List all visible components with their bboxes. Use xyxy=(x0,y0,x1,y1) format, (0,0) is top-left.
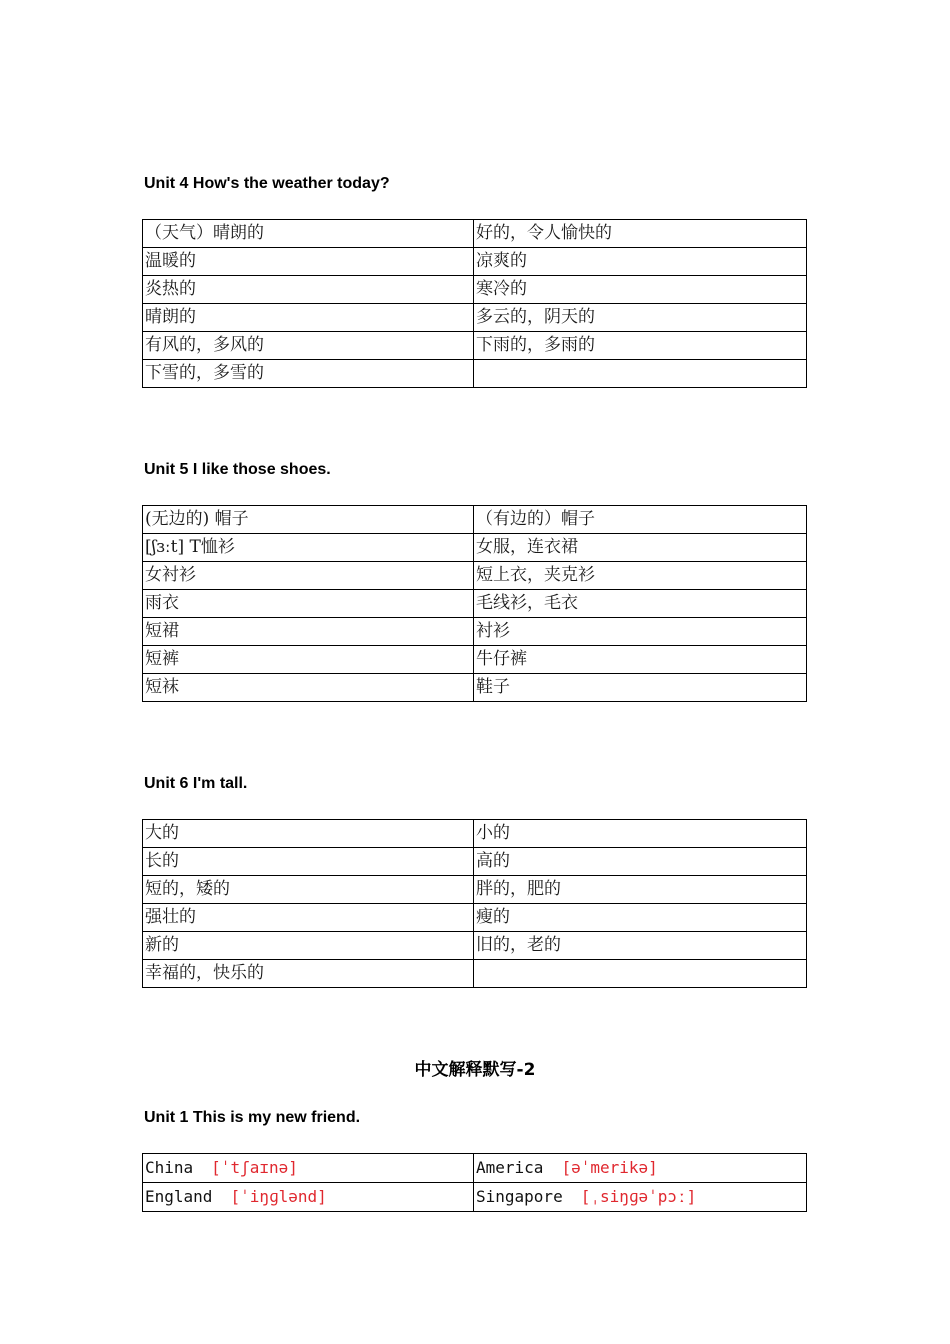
table-cell: 短裙 xyxy=(143,618,474,646)
english-word: China xyxy=(145,1158,194,1177)
table-row xyxy=(143,960,807,988)
table-cell: 下雪的，多雪的 xyxy=(143,360,474,388)
section-title: 中文解释默写-2 xyxy=(414,1060,536,1080)
table-cell xyxy=(474,960,807,988)
table-cell: 幸福的，快乐的 xyxy=(143,960,474,988)
table-cell: 寒冷的 xyxy=(474,276,807,304)
table-cell: 衬衫 xyxy=(474,618,807,646)
table-cell: 女服，连衣裙 xyxy=(474,534,807,562)
table-row xyxy=(143,332,807,360)
table-row xyxy=(143,562,807,590)
table-row xyxy=(143,590,807,618)
table-row xyxy=(143,220,807,248)
table-cell: (无边的) 帽子 xyxy=(143,506,474,534)
table-cell: 瘦的 xyxy=(474,904,807,932)
table-cell: 强壮的 xyxy=(143,904,474,932)
table-cell: 女衬衫 xyxy=(143,562,474,590)
table-row xyxy=(143,618,807,646)
table-cell: 温暖的 xyxy=(143,248,474,276)
phonetic-transcription: [ˈiŋɡlənd] xyxy=(230,1187,327,1206)
phonetic-transcription: [əˈmerikə] xyxy=(561,1158,658,1177)
table-cell: （有边的）帽子 xyxy=(474,506,807,534)
unit1-vocab-table xyxy=(142,1153,807,1212)
english-word: Singapore xyxy=(476,1187,563,1206)
table-cell: 旧的，老的 xyxy=(474,932,807,960)
table-row xyxy=(143,646,807,674)
table-cell: （天气）晴朗的 xyxy=(143,220,474,248)
table-cell: 长的 xyxy=(143,848,474,876)
table-cell: 短的，矮的 xyxy=(143,876,474,904)
table-row xyxy=(143,904,807,932)
table-cell: 短袜 xyxy=(143,674,474,702)
table-cell: 下雨的，多雨的 xyxy=(474,332,807,360)
unit4-vocab-table xyxy=(142,219,807,388)
unit6-vocab-table xyxy=(142,819,807,988)
table-cell: 小的 xyxy=(474,820,807,848)
unit5-vocab-table xyxy=(142,505,807,702)
table-row xyxy=(143,1154,807,1183)
table-row xyxy=(143,506,807,534)
table-cell xyxy=(474,360,807,388)
table-row xyxy=(143,360,807,388)
phonetic-transcription: [ˌsiŋɡəˈpɔː] xyxy=(580,1187,697,1206)
table-cell: 炎热的 xyxy=(143,276,474,304)
table-row xyxy=(143,304,807,332)
unit6-title: Unit 6 I'm tall. xyxy=(144,775,248,792)
table-cell: 晴朗的 xyxy=(143,304,474,332)
table-cell: 牛仔裤 xyxy=(474,646,807,674)
table-cell: 胖的，肥的 xyxy=(474,876,807,904)
table-row xyxy=(143,276,807,304)
phonetic-transcription: [ˈtʃaɪnə] xyxy=(211,1158,298,1177)
table-row xyxy=(143,848,807,876)
table-cell: 大的 xyxy=(143,820,474,848)
table-cell: 好的，令人愉快的 xyxy=(474,220,807,248)
table-cell: 短上衣，夹克衫 xyxy=(474,562,807,590)
unit5-title: Unit 5 I like those shoes. xyxy=(144,461,331,478)
table-cell: 短裤 xyxy=(143,646,474,674)
table-cell: 高的 xyxy=(474,848,807,876)
table-cell xyxy=(143,1154,474,1183)
table-cell: 雨衣 xyxy=(143,590,474,618)
table-cell xyxy=(143,1183,474,1212)
table-cell: 凉爽的 xyxy=(474,248,807,276)
table-row xyxy=(143,1183,807,1212)
english-word: England xyxy=(145,1187,213,1206)
english-word: America xyxy=(476,1158,544,1177)
table-cell xyxy=(474,1183,807,1212)
unit1-title: Unit 1 This is my new friend. xyxy=(144,1109,361,1126)
unit4-title: Unit 4 How's the weather today? xyxy=(144,175,390,192)
table-cell: 多云的，阴天的 xyxy=(474,304,807,332)
table-row xyxy=(143,876,807,904)
table-cell xyxy=(474,1154,807,1183)
table-cell: [ʃɜːt] T恤衫 xyxy=(143,534,474,562)
table-row xyxy=(143,674,807,702)
table-cell: 毛线衫，毛衣 xyxy=(474,590,807,618)
table-cell: 新的 xyxy=(143,932,474,960)
table-cell: 有风的，多风的 xyxy=(143,332,474,360)
table-cell: 鞋子 xyxy=(474,674,807,702)
table-row xyxy=(143,534,807,562)
table-row xyxy=(143,820,807,848)
table-row xyxy=(143,248,807,276)
table-row xyxy=(143,932,807,960)
